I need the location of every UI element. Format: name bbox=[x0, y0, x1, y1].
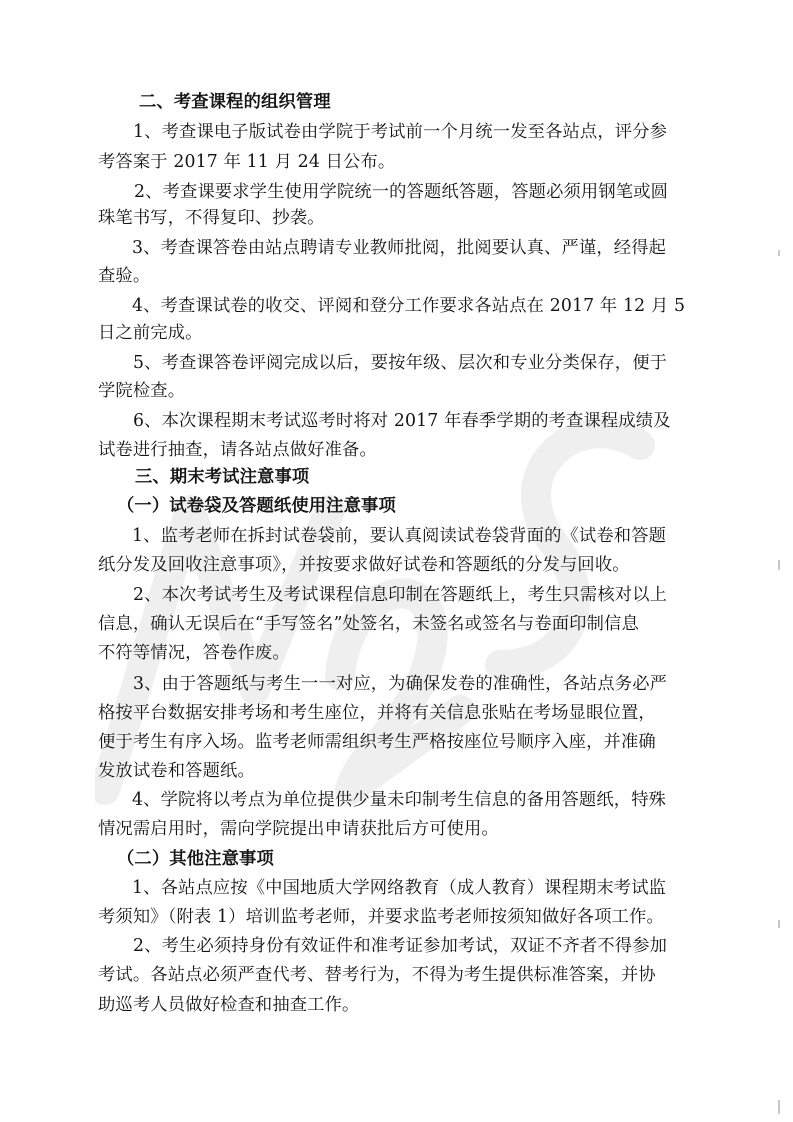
paragraph-line: 学院检查。 bbox=[98, 381, 186, 401]
paragraph-line: 便于考生有序入场。监考老师需组织考生严格按座位号顺序入座，并准确 bbox=[98, 732, 656, 752]
paragraph-line: 2、本次考试考生及考试课程信息印制在答题纸上，考生只需核对以上 bbox=[133, 585, 668, 605]
paragraph-line: 日之前完成。 bbox=[98, 323, 203, 343]
paragraph-line: 不符等情况，答卷作废。 bbox=[98, 643, 290, 663]
paragraph-line: 3、考查课答卷由站点聘请专业教师批阅，批阅要认真、严谨，经得起 bbox=[132, 238, 667, 258]
paragraph-line: 2、考生必须持身份有效证件和准考证参加考试，双证不齐者不得参加 bbox=[133, 936, 668, 956]
scan-edge-mark bbox=[778, 250, 780, 256]
paragraph-line: 助巡考人员做好检查和抽查工作。 bbox=[98, 995, 360, 1015]
paragraph-line: 2、考查课要求学生使用学院统一的答题纸答题，答题必须用钢笔或圆 bbox=[134, 182, 669, 202]
paragraph-line: 考答案于 2017 年 11 月 24 日公布。 bbox=[98, 152, 396, 172]
paragraph-line: 试卷进行抽查，请各站点做好准备。 bbox=[98, 440, 377, 460]
subsection-heading-2: （二）其他注意事项 bbox=[117, 849, 274, 869]
paragraph-line: 查验。 bbox=[98, 266, 151, 286]
paragraph-line: 3、由于答题纸与考生一一对应，为确保发卷的准确性，各站点务必严 bbox=[133, 674, 668, 694]
paragraph-line: 纸分发及回收注意事项》，并按要求做好试卷和答题纸的分发与回收。 bbox=[98, 555, 630, 575]
paragraph-line: 1、监考老师在拆封试卷袋前，要认真阅读试卷袋背面的《试卷和答题 bbox=[132, 526, 667, 546]
section-heading-2: 二、考查课程的组织管理 bbox=[139, 92, 331, 112]
subsection-heading-1: （一）试卷袋及答题纸使用注意事项 bbox=[117, 496, 396, 516]
paragraph-line: 1、各站点应按《中国地质大学网络教育（成人教育）课程期末考试监 bbox=[132, 878, 667, 898]
paragraph-line: 4、考查课试卷的收交、评阅和登分工作要求各站点在 2017 年 12 月 5 bbox=[132, 296, 686, 316]
paragraph-line: 发放试卷和答题纸。 bbox=[98, 761, 255, 781]
paragraph-line: 6、本次课程期末考试巡考时将对 2017 年春季学期的考查课程成绩及 bbox=[133, 411, 671, 431]
paragraph-line: 4、学院将以考点为单位提供少量未印制考生信息的备用答题纸，特殊 bbox=[132, 790, 667, 810]
scan-edge-mark bbox=[778, 560, 780, 570]
paragraph-line: 格按平台数据安排考场和考生座位，并将有关信息张贴在考场显眼位置， bbox=[98, 703, 656, 723]
paragraph-line: 1、考查课电子版试卷由学院于考试前一个月统一发至各站点，评分参 bbox=[133, 122, 668, 142]
paragraph-line: 考试。各站点必须严查代考、替考行为，不得为考生提供标准答案，并协 bbox=[98, 965, 656, 985]
section-heading-3: 三、期末考试注意事项 bbox=[135, 467, 310, 487]
scan-edge-mark bbox=[778, 920, 780, 928]
paragraph-line: 珠笔书写，不得复印、抄袭。 bbox=[98, 208, 325, 228]
paragraph-line: 考须知》（附表 1）培训监考老师，并要求监考老师按须知做好各项工作。 bbox=[98, 907, 664, 927]
paragraph-line: 信息，确认无误后在“手写签名”处签名，未签名或签名与卷面印制信息 bbox=[98, 614, 639, 634]
paragraph-line: 5、考查课答卷评阅完成以后，要按年级、层次和专业分类保存，便于 bbox=[133, 353, 668, 373]
paragraph-line: 情况需启用时，需向学院提出申请获批后方可使用。 bbox=[98, 819, 499, 839]
scan-edge-mark bbox=[778, 1100, 780, 1114]
